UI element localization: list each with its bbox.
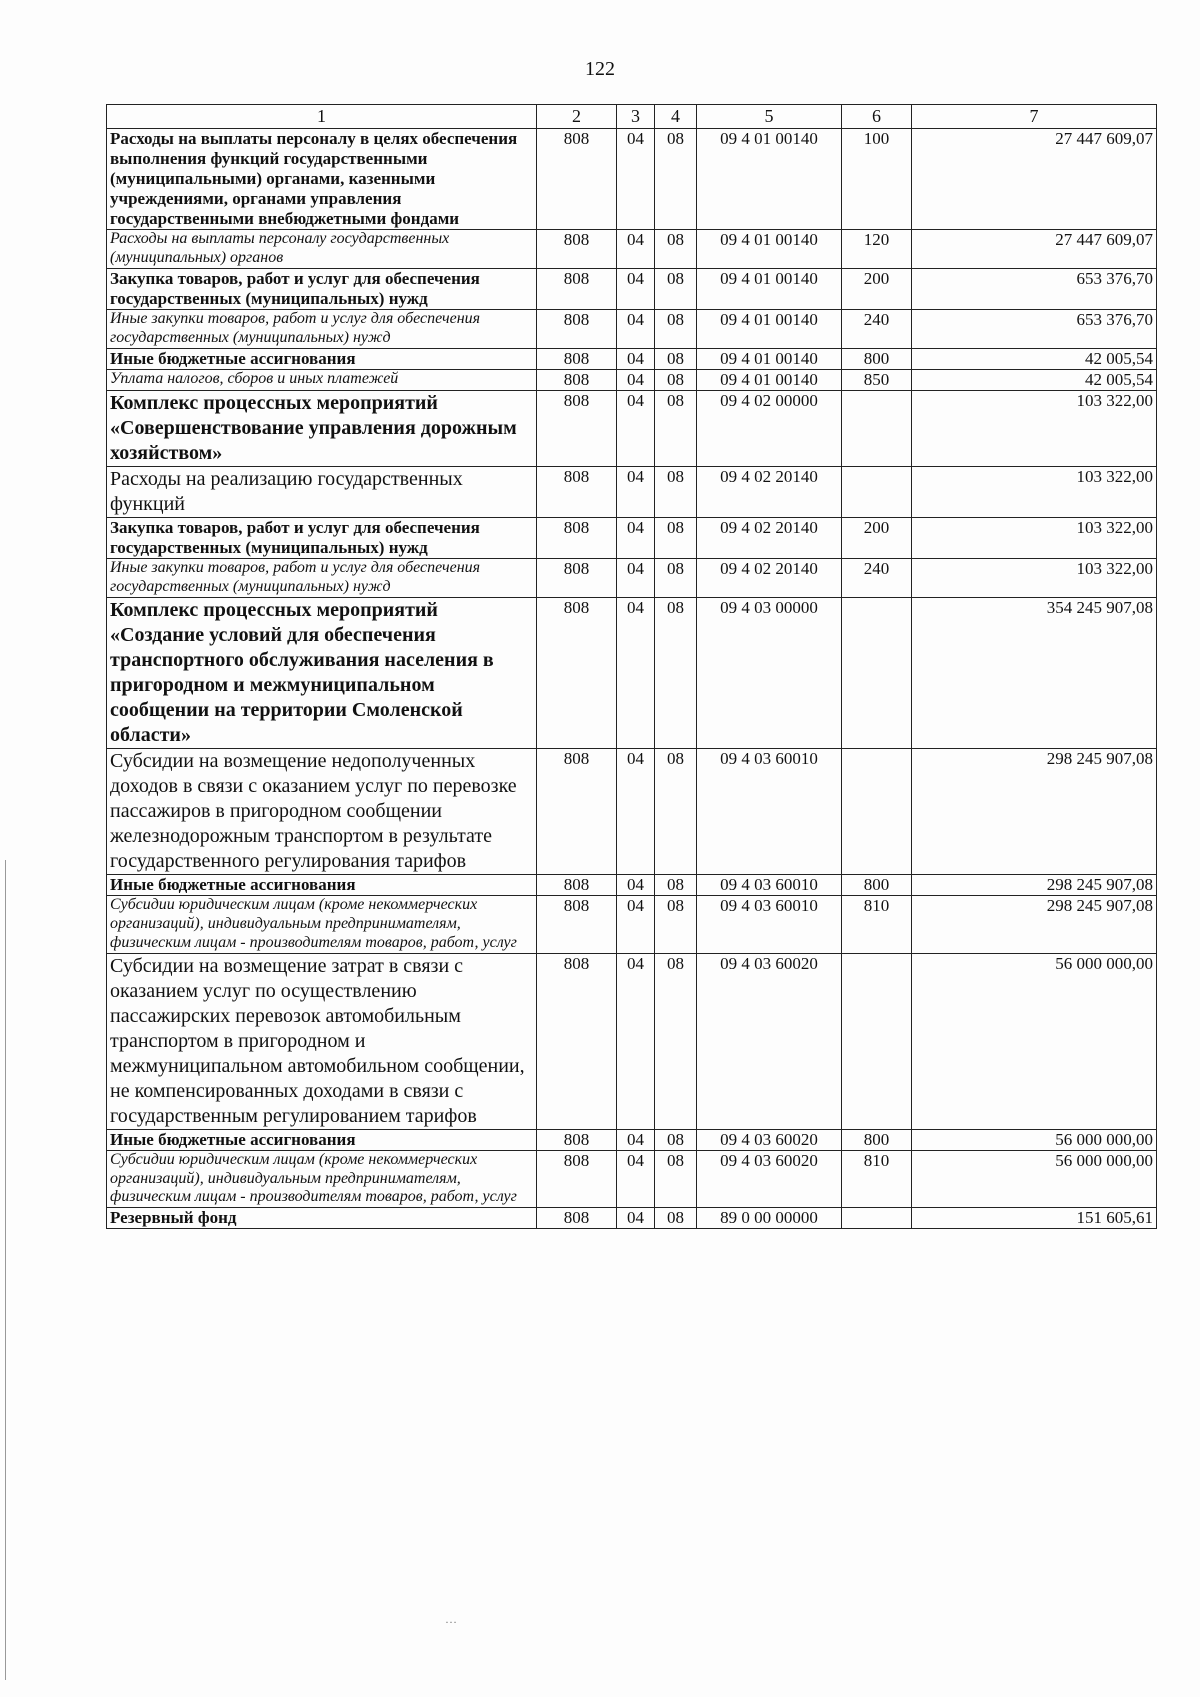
amount-cell: 56 000 000,00 [912, 1129, 1157, 1150]
ministry-code-cell: 808 [537, 269, 617, 310]
row-name-cell: Расходы на реализацию государственных функций [107, 467, 537, 518]
amount-cell: 103 322,00 [912, 559, 1157, 598]
target-article-cell: 09 4 02 20140 [697, 467, 842, 518]
section-code-cell: 04 [617, 1129, 655, 1150]
subsection-code-cell: 08 [655, 953, 697, 1129]
ministry-code-cell: 808 [537, 1129, 617, 1150]
column-header: 6 [842, 105, 912, 129]
row-name-cell: Расходы на выплаты персоналу государственных (муниципальных) органов [107, 230, 537, 269]
row-name-cell: Субсидии на возмещение недополученных доходов в связи с оказанием услуг по перевозке пассажиров в пригородном сообщении железнодорожным транспортом в результате государственного регулирования тарифов [107, 749, 537, 875]
amount-cell: 653 376,70 [912, 269, 1157, 310]
row-name-cell: Иные бюджетные ассигнования [107, 349, 537, 370]
column-header: 3 [617, 105, 655, 129]
target-article-cell: 09 4 01 00140 [697, 310, 842, 349]
amount-cell: 56 000 000,00 [912, 1150, 1157, 1208]
target-article-cell: 09 4 03 60010 [697, 749, 842, 875]
row-name-cell: Закупка товаров, работ и услуг для обеспечения государственных (муниципальных) нужд [107, 518, 537, 559]
expense-type-cell: 850 [842, 370, 912, 391]
table-row [107, 230, 1157, 269]
amount-cell: 298 245 907,08 [912, 896, 1157, 954]
row-name-cell: Субсидии юридическим лицам (кроме некоммерческих организаций), индивидуальным предпринимателям, физическим лицам - производителям товаров, работ, услуг [107, 896, 537, 954]
row-name-cell: Субсидии юридическим лицам (кроме некоммерческих организаций), индивидуальным предпринимателям, физическим лицам - производителям товаров, работ, услуг [107, 1150, 537, 1208]
section-code-cell: 04 [617, 310, 655, 349]
table-row [107, 598, 1157, 749]
section-code-cell: 04 [617, 896, 655, 954]
scan-mark: … [445, 1612, 457, 1626]
expense-type-cell: 800 [842, 875, 912, 896]
expense-type-cell: 810 [842, 896, 912, 954]
expense-type-cell: 800 [842, 349, 912, 370]
table-row [107, 518, 1157, 559]
target-article-cell: 89 0 00 00000 [697, 1208, 842, 1229]
section-code-cell: 04 [617, 349, 655, 370]
ministry-code-cell: 808 [537, 230, 617, 269]
ministry-code-cell: 808 [537, 598, 617, 749]
subsection-code-cell: 08 [655, 749, 697, 875]
ministry-code-cell: 808 [537, 1150, 617, 1208]
subsection-code-cell: 08 [655, 467, 697, 518]
table-row [107, 559, 1157, 598]
section-code-cell: 04 [617, 559, 655, 598]
table-row [107, 370, 1157, 391]
page-number: 122 [585, 58, 615, 80]
ministry-code-cell: 808 [537, 518, 617, 559]
section-code-cell: 04 [617, 749, 655, 875]
target-article-cell: 09 4 03 00000 [697, 598, 842, 749]
expense-type-cell: 100 [842, 129, 912, 230]
row-name-cell: Иные закупки товаров, работ и услуг для обеспечения государственных (муниципальных) нужд [107, 310, 537, 349]
subsection-code-cell: 08 [655, 559, 697, 598]
ministry-code-cell: 808 [537, 559, 617, 598]
target-article-cell: 09 4 01 00140 [697, 129, 842, 230]
target-article-cell: 09 4 02 20140 [697, 559, 842, 598]
subsection-code-cell: 08 [655, 391, 697, 467]
ministry-code-cell: 808 [537, 129, 617, 230]
expense-type-cell: 240 [842, 559, 912, 598]
row-name-cell: Закупка товаров, работ и услуг для обеспечения государственных (муниципальных) нужд [107, 269, 537, 310]
table-row [107, 875, 1157, 896]
section-code-cell: 04 [617, 391, 655, 467]
amount-cell: 27 447 609,07 [912, 129, 1157, 230]
row-name-cell: Комплекс процессных мероприятий «Совершенствование управления дорожным хозяйством» [107, 391, 537, 467]
target-article-cell: 09 4 03 60010 [697, 875, 842, 896]
expense-type-cell [842, 391, 912, 467]
subsection-code-cell: 08 [655, 598, 697, 749]
section-code-cell: 04 [617, 875, 655, 896]
target-article-cell: 09 4 01 00140 [697, 370, 842, 391]
expense-type-cell: 200 [842, 269, 912, 310]
row-name-cell: Иные бюджетные ассигнования [107, 875, 537, 896]
ministry-code-cell: 808 [537, 349, 617, 370]
ministry-code-cell: 808 [537, 953, 617, 1129]
target-article-cell: 09 4 03 60020 [697, 1129, 842, 1150]
row-name-cell: Резервный фонд [107, 1208, 537, 1229]
target-article-cell: 09 4 01 00140 [697, 230, 842, 269]
column-header: 7 [912, 105, 1157, 129]
column-header: 5 [697, 105, 842, 129]
amount-cell: 103 322,00 [912, 391, 1157, 467]
subsection-code-cell: 08 [655, 1129, 697, 1150]
target-article-cell: 09 4 01 00140 [697, 269, 842, 310]
amount-cell: 42 005,54 [912, 349, 1157, 370]
section-code-cell: 04 [617, 467, 655, 518]
section-code-cell: 04 [617, 269, 655, 310]
target-article-cell: 09 4 03 60020 [697, 1150, 842, 1208]
amount-cell: 354 245 907,08 [912, 598, 1157, 749]
amount-cell: 42 005,54 [912, 370, 1157, 391]
column-number-header-row [107, 105, 1157, 129]
target-article-cell: 09 4 02 00000 [697, 391, 842, 467]
subsection-code-cell: 08 [655, 230, 697, 269]
table-row [107, 1150, 1157, 1208]
target-article-cell: 09 4 03 60020 [697, 953, 842, 1129]
ministry-code-cell: 808 [537, 1208, 617, 1229]
row-name-cell: Субсидии на возмещение затрат в связи с оказанием услуг по осуществлению пассажирских перевозок автомобильным транспортом в пригородном и межмуниципальном автомобильном сообщении, не компенсированных доходами в связи с государственным регулированием тарифов [107, 953, 537, 1129]
ministry-code-cell: 808 [537, 467, 617, 518]
subsection-code-cell: 08 [655, 269, 697, 310]
target-article-cell: 09 4 02 20140 [697, 518, 842, 559]
ministry-code-cell: 808 [537, 875, 617, 896]
table-row [107, 269, 1157, 310]
row-name-cell: Иные закупки товаров, работ и услуг для обеспечения государственных (муниципальных) нужд [107, 559, 537, 598]
amount-cell: 103 322,00 [912, 518, 1157, 559]
section-code-cell: 04 [617, 518, 655, 559]
ministry-code-cell: 808 [537, 749, 617, 875]
amount-cell: 151 605,61 [912, 1208, 1157, 1229]
column-header: 1 [107, 105, 537, 129]
expense-type-cell: 240 [842, 310, 912, 349]
section-code-cell: 04 [617, 1208, 655, 1229]
table-row [107, 391, 1157, 467]
expense-type-cell: 810 [842, 1150, 912, 1208]
ministry-code-cell: 808 [537, 896, 617, 954]
target-article-cell: 09 4 01 00140 [697, 349, 842, 370]
amount-cell: 298 245 907,08 [912, 875, 1157, 896]
table-row [107, 349, 1157, 370]
expense-type-cell [842, 953, 912, 1129]
subsection-code-cell: 08 [655, 1208, 697, 1229]
table-row [107, 1129, 1157, 1150]
amount-cell: 56 000 000,00 [912, 953, 1157, 1129]
subsection-code-cell: 08 [655, 875, 697, 896]
expense-type-cell: 120 [842, 230, 912, 269]
subsection-code-cell: 08 [655, 1150, 697, 1208]
table-row [107, 1208, 1157, 1229]
section-code-cell: 04 [617, 129, 655, 230]
column-header: 4 [655, 105, 697, 129]
ministry-code-cell: 808 [537, 310, 617, 349]
expense-type-cell [842, 749, 912, 875]
scan-edge-line [5, 860, 6, 1680]
expense-type-cell: 200 [842, 518, 912, 559]
row-name-cell: Расходы на выплаты персоналу в целях обеспечения выполнения функций государственными (муниципальными) органами, казенными учреждениями, органами управления государственными внебюджетными фондами [107, 129, 537, 230]
subsection-code-cell: 08 [655, 129, 697, 230]
table-row [107, 310, 1157, 349]
table-row [107, 129, 1157, 230]
amount-cell: 298 245 907,08 [912, 749, 1157, 875]
subsection-code-cell: 08 [655, 349, 697, 370]
expense-type-cell [842, 467, 912, 518]
budget-table [106, 104, 1157, 1229]
target-article-cell: 09 4 03 60010 [697, 896, 842, 954]
section-code-cell: 04 [617, 1150, 655, 1208]
table-row [107, 749, 1157, 875]
row-name-cell: Уплата налогов, сборов и иных платежей [107, 370, 537, 391]
expense-type-cell: 800 [842, 1129, 912, 1150]
section-code-cell: 04 [617, 230, 655, 269]
table-row [107, 467, 1157, 518]
section-code-cell: 04 [617, 370, 655, 391]
subsection-code-cell: 08 [655, 896, 697, 954]
amount-cell: 653 376,70 [912, 310, 1157, 349]
column-header: 2 [537, 105, 617, 129]
expense-type-cell [842, 598, 912, 749]
subsection-code-cell: 08 [655, 310, 697, 349]
expense-type-cell [842, 1208, 912, 1229]
section-code-cell: 04 [617, 953, 655, 1129]
section-code-cell: 04 [617, 598, 655, 749]
ministry-code-cell: 808 [537, 370, 617, 391]
amount-cell: 103 322,00 [912, 467, 1157, 518]
table-row [107, 953, 1157, 1129]
row-name-cell: Комплекс процессных мероприятий «Создание условий для обеспечения транспортного обслуживания населения в пригородном и межмуниципальном сообщении на территории Смоленской области» [107, 598, 537, 749]
table-row [107, 896, 1157, 954]
subsection-code-cell: 08 [655, 370, 697, 391]
ministry-code-cell: 808 [537, 391, 617, 467]
row-name-cell: Иные бюджетные ассигнования [107, 1129, 537, 1150]
subsection-code-cell: 08 [655, 518, 697, 559]
amount-cell: 27 447 609,07 [912, 230, 1157, 269]
